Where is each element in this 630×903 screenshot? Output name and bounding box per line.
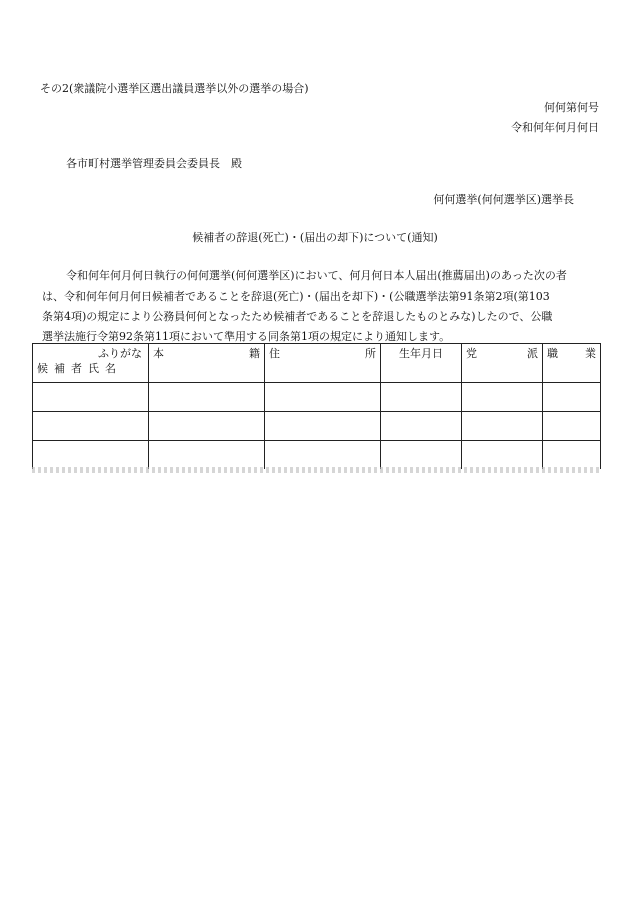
cell — [33, 441, 149, 470]
header-party-2: 派 — [527, 347, 538, 360]
header-address-1: 住 — [269, 347, 280, 360]
body-line: 令和何年何月何日執行の何何選挙(何何選挙区)において、何月何日本人届出(推薦届出)のあった次の者 — [66, 269, 567, 282]
cell — [543, 412, 601, 441]
cell — [543, 441, 601, 470]
header-job-2: 業 — [585, 347, 596, 360]
candidate-table — [32, 343, 601, 469]
addressee: 各市町村選挙管理委員会委員長 殿 — [66, 157, 242, 170]
table-row — [33, 412, 601, 441]
cell — [265, 441, 381, 470]
header-birth — [381, 344, 462, 383]
body-line: 条第4項)の規定により公務員何何となったため候補者であることを辞退したものとみな)したので、公職 — [42, 310, 553, 323]
body-line: 選挙法施行令第92条第11項において準用する同条第1項の規定により通知します。 — [42, 330, 451, 343]
cell — [543, 383, 601, 412]
document-number: 何何第何号 — [544, 101, 599, 114]
cell — [381, 412, 462, 441]
header-name: 候補者氏名 — [37, 362, 122, 375]
header-candidate-name — [33, 344, 149, 383]
table-row — [33, 383, 601, 412]
sender: 何何選挙(何何選挙区)選挙長 — [433, 193, 574, 206]
cell — [33, 383, 149, 412]
table-row — [33, 441, 601, 470]
header-birth-label: 生年月日 — [399, 347, 443, 360]
document-date: 令和何年何月何日 — [511, 121, 599, 134]
body-line: は、令和何年何月何日候補者であることを辞退(死亡)・(届出を却下)・(公職選挙法第91条第2項(第103 — [42, 290, 550, 303]
header-address — [265, 344, 381, 383]
cell — [265, 383, 381, 412]
header-honseki-2: 籍 — [249, 347, 260, 360]
cell — [149, 383, 265, 412]
subject-title: 候補者の辞退(死亡)・(届出の却下)について(通知) — [192, 231, 438, 244]
cell — [149, 412, 265, 441]
header-address-2: 所 — [365, 347, 376, 360]
cell — [265, 412, 381, 441]
cell — [462, 412, 543, 441]
cell — [462, 383, 543, 412]
page-cut-edge — [32, 467, 600, 473]
header-job-1: 職 — [547, 347, 558, 360]
section-heading: その2(衆議院小選挙区選出議員選挙以外の選挙の場合) — [40, 82, 309, 95]
header-furigana: ふりがな — [98, 347, 142, 360]
cell — [381, 441, 462, 470]
cell — [33, 412, 149, 441]
header-party-1: 党 — [466, 347, 477, 360]
cell — [149, 441, 265, 470]
table-header-row — [33, 344, 601, 383]
header-honseki-1: 本 — [153, 347, 164, 360]
header-honseki — [149, 344, 265, 383]
header-job — [543, 344, 601, 383]
cell — [462, 441, 543, 470]
header-party — [462, 344, 543, 383]
cell — [381, 383, 462, 412]
